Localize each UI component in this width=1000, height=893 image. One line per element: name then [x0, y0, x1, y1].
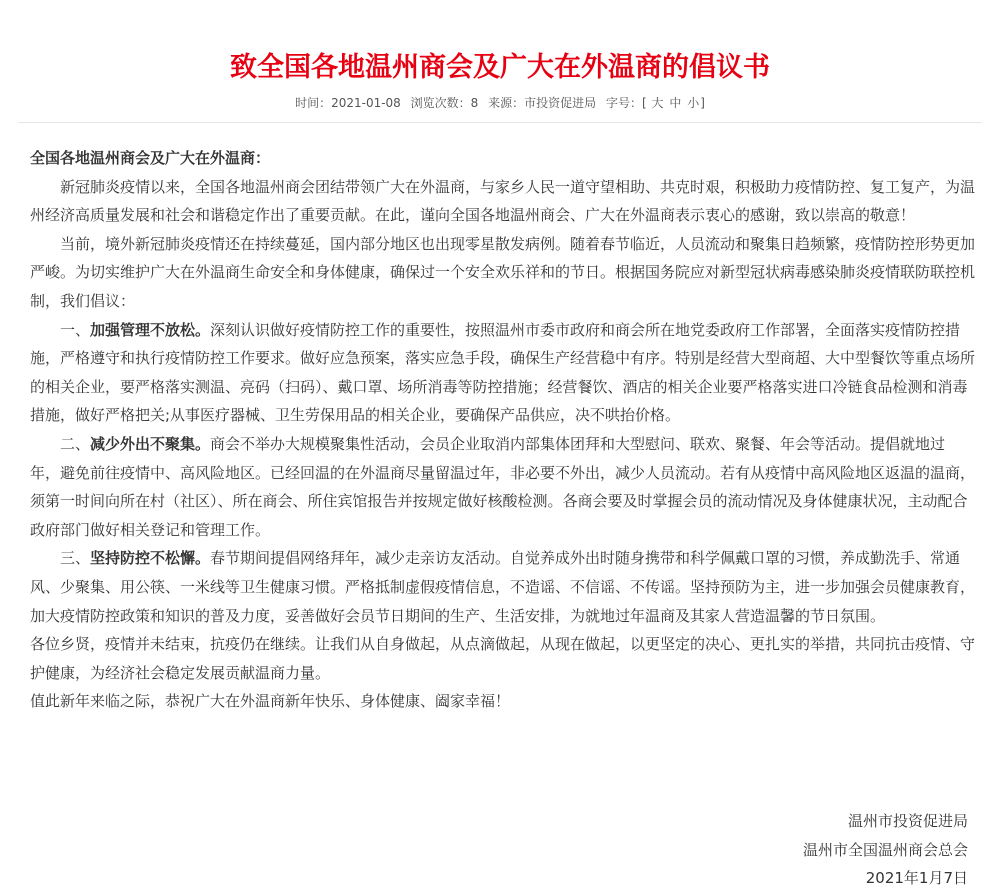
fontsize-label: 字号：	[606, 96, 643, 110]
proposal-item-3	[30, 544, 975, 630]
article-title: 致全国各地温州商会及广大在外温商的倡议书	[230, 52, 770, 83]
proposal-2-heading: 减少外出不聚集。	[90, 434, 211, 453]
views-value: 8	[470, 96, 479, 110]
source-label: 来源：	[488, 96, 525, 110]
signature-block	[803, 807, 968, 893]
article-meta	[0, 94, 1000, 112]
paragraph-closing-call: 各位乡贤，疫情并未结束，抗疫仍在继续。让我们从自身做起，从点滴做起，从现在做起，以更坚定的决心、更扎实的举措，共同抗击疫情、守护健康，为经济社会稳定发展贡献温商力量。	[30, 635, 976, 682]
source-value: 市投资促进局	[524, 96, 597, 110]
proposal-3-heading: 坚持防控不松懈。	[90, 549, 211, 568]
fontsize-small-button[interactable]: 小	[687, 96, 700, 110]
signature-org-2: 温州市全国温州商会总会	[802, 840, 968, 859]
proposal-3-number: 三、	[60, 549, 91, 568]
salutation: 全国各地温州商会及广大在外温商：	[30, 149, 271, 167]
proposal-2-number: 二、	[60, 434, 91, 453]
proposal-1-heading: 加强管理不放松。	[90, 320, 211, 339]
time-value: 2021-01-08	[331, 96, 401, 110]
proposal-item-1	[30, 316, 975, 430]
fontsize-bracket-close: ]	[700, 96, 705, 110]
proposal-1-body: 深刻认识做好疫情防控工作的重要性，按照温州市委市政府和商会所在地党委政府工作部署，全面落实疫情防控措施，严格遵守和执行疫情防控工作要求。做好应急预案，落实应急手段，确保生产经营稳中有序。特别是经营大型商超、大中型餐饮等重点场所的相关企业，要严格落实测温、亮码（扫码）、戴口罩、场所消毒等防控措施；经营餐饮、酒店的相关企业要严格落实进口冷链食品检测和消毒措施，做好严格把关;从事医疗器械、卫生劳保用品的相关企业，要确保产品供应，决不哄抬价格。	[30, 320, 976, 425]
proposal-3-body: 春节期间提倡网络拜年，减少走亲访友活动。自觉养成外出时随身携带和科学佩戴口罩的习惯，养成勤洗手、常通风、少聚集、用公筷、一米线等卫生健康习惯。严格抵制虚假疫情信息，不造谣、不信谣、不传谣。坚持预防为主，进一步加强会员健康教育，加大疫情防控政策和知识的普及力度，妥善做好会员节日期间的生产、生活安排，为就地过年温商及其家人营造温馨的节日氛围。	[30, 549, 976, 625]
header-divider	[18, 122, 982, 123]
proposal-item-2	[30, 430, 975, 544]
views-label: 浏览次数：	[410, 96, 471, 110]
fontsize-bracket-open: [	[642, 96, 647, 110]
signature-org-1: 温州市投资促进局	[847, 812, 968, 830]
proposal-2-body: 商会不举办大规模聚集性活动，会员企业取消内部集体团拜和大型慰问、联欢、聚餐、年会等活动。提倡就地过年，避免前往疫情中、高风险地区。已经回温的在外温商尽量留温过年，非必要不外出，减少人员流动。若有从疫情中高风险地区返温的温商，须第一时间向所在村（社区）、所在商会、所住宾馆报告并按规定做好核酸检测。各商会要及时掌握会员的流动情况及身体健康状况，主动配合政府部门做好相关登记和管理工作。	[30, 434, 976, 539]
paragraph-new-year-wishes: 值此新年来临之际，恭祝广大在外温商新年快乐、身体健康、阖家幸福！	[30, 692, 511, 711]
paragraph-situation: 当前，境外新冠肺炎疫情还在持续蔓延，国内部分地区也出现零星散发病例。随着春节临近，人员流动和聚集日趋频繁，疫情防控形势更加严峻。为切实维护广大在外温商生命安全和身体健康，确保过一个安全欢乐祥和的节日。根据国务院应对新型冠状病毒感染肺炎疫情联防联控机制，我们倡议：	[30, 234, 976, 310]
fontsize-large-button[interactable]: 大	[651, 96, 664, 110]
article-body	[30, 144, 975, 716]
paragraph-intro: 新冠肺炎疫情以来，全国各地温州商会团结带领广大在外温商，与家乡人民一道守望相助、共克时艰，积极助力疫情防控、复工复产，为温州经济高质量发展和社会和谐稳定作出了重要贡献。在此，谨向全国各地温州商会、广大在外温商表示衷心的感谢，致以崇高的敬意！	[30, 177, 976, 225]
time-label: 时间：	[295, 96, 332, 110]
fontsize-medium-button[interactable]: 中	[669, 96, 682, 110]
signature-date: 2021年1月7日	[865, 869, 968, 888]
proposal-1-number: 一、	[60, 320, 91, 339]
